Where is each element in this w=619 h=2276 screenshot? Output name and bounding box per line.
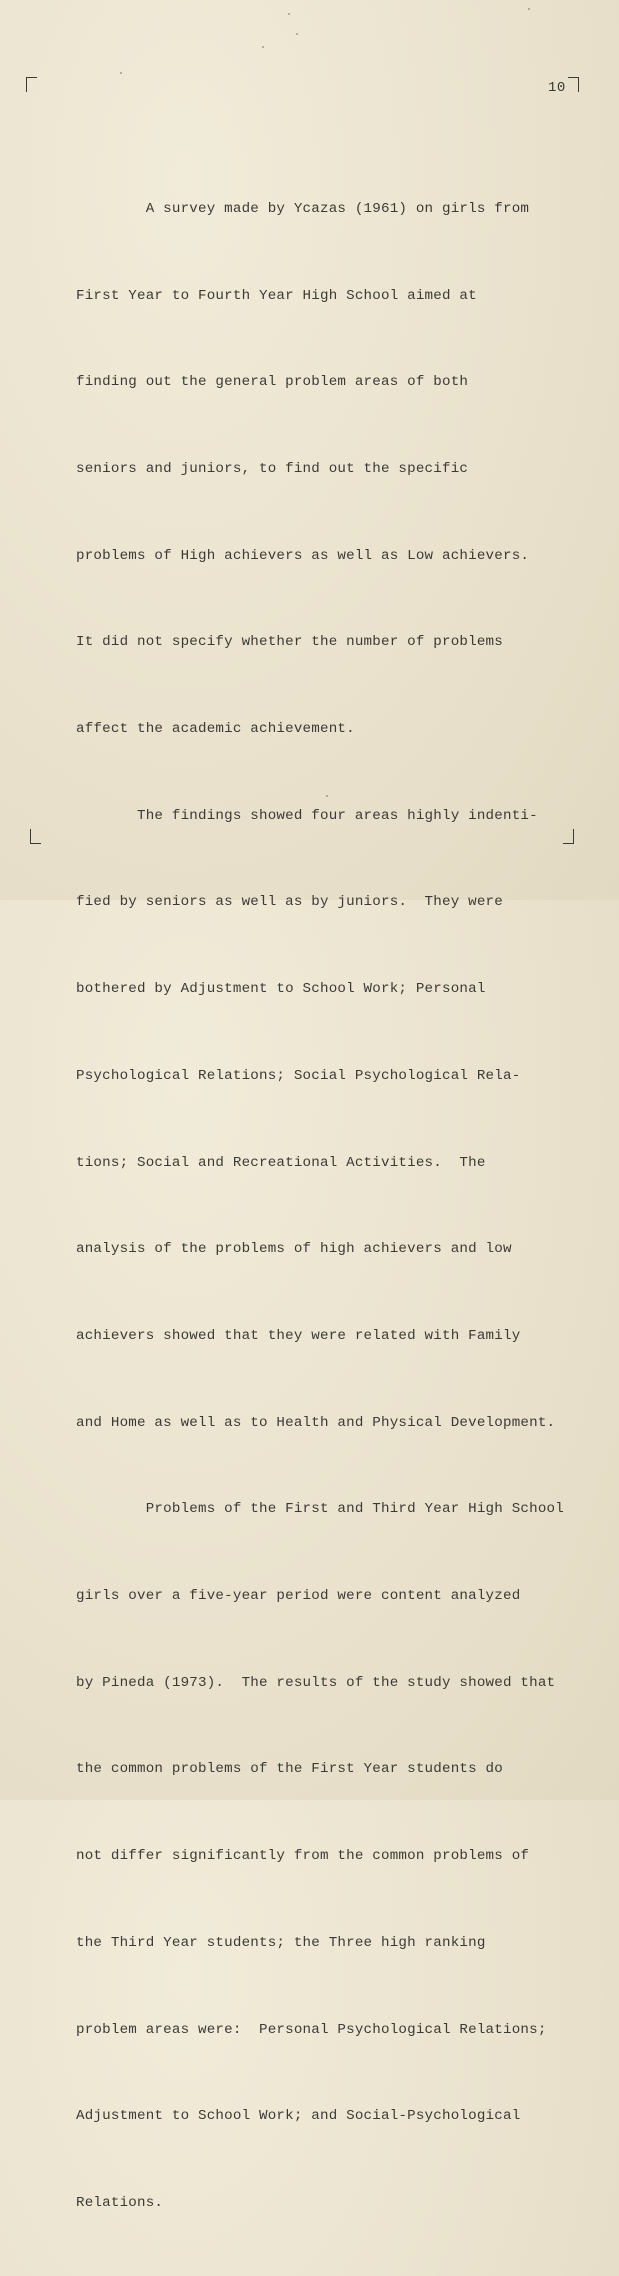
paper-speck [326,795,328,797]
text-line: fied by seniors as well as by juniors. They were [76,894,503,911]
paper-speck [262,46,264,48]
text-line: The findings showed four areas highly indenti- [76,807,538,824]
paper-speck [288,13,290,15]
text-line: and Home as well as to Health and Physical Development. [76,1414,556,1431]
text-line: by Pineda (1973). The results of the study showed that [76,1674,556,1691]
paper-speck [120,72,122,74]
text-line: bothered by Adjustment to School Work; Personal [76,981,486,998]
text-line: affect the academic achievement. [76,721,355,738]
text-line: problem areas were: Personal Psychological Relations; [76,2021,547,2038]
crop-mark-bottom-left [30,829,41,844]
text-line: First Year to Fourth Year High School aimed at [76,287,477,304]
text-line: tions; Social and Recreational Activities. The [76,1154,486,1171]
text-line: seniors and juniors, to find out the specific [76,460,469,477]
text-line: problems of High achievers as well as Low achievers. [76,547,530,564]
text-line: analysis of the problems of high achievers and low [76,1241,512,1258]
text-line: Psychological Relations; Social Psychological Rela- [76,1067,521,1084]
text-line: achievers showed that they were related with Family [76,1327,521,1344]
crop-mark-top-left [26,77,37,92]
text-line: finding out the general problem areas of both [76,374,469,391]
text-line: A survey made by Ycazas (1961) on girls from [76,200,530,217]
text-line: Relations. [76,2194,164,2211]
text-line: not differ significantly from the common problems of [76,1848,530,1865]
text-line: Problems of the First and Third Year High School [76,1501,564,1518]
page-number: 10 [548,80,566,96]
text-line: girls over a five-year period were content analyzed [76,1588,521,1605]
crop-mark-top-right [568,77,579,92]
text-line: the Third Year students; the Three high ranking [76,1934,486,1951]
text-line: Adjustment to School Work; and Social-Psychological [76,2108,521,2125]
text-line: the common problems of the First Year students do [76,1761,503,1778]
body-text [76,137,576,2276]
paper-speck [296,33,298,35]
text-line: It did not specify whether the number of problems [76,634,503,651]
paper-speck [528,8,530,10]
